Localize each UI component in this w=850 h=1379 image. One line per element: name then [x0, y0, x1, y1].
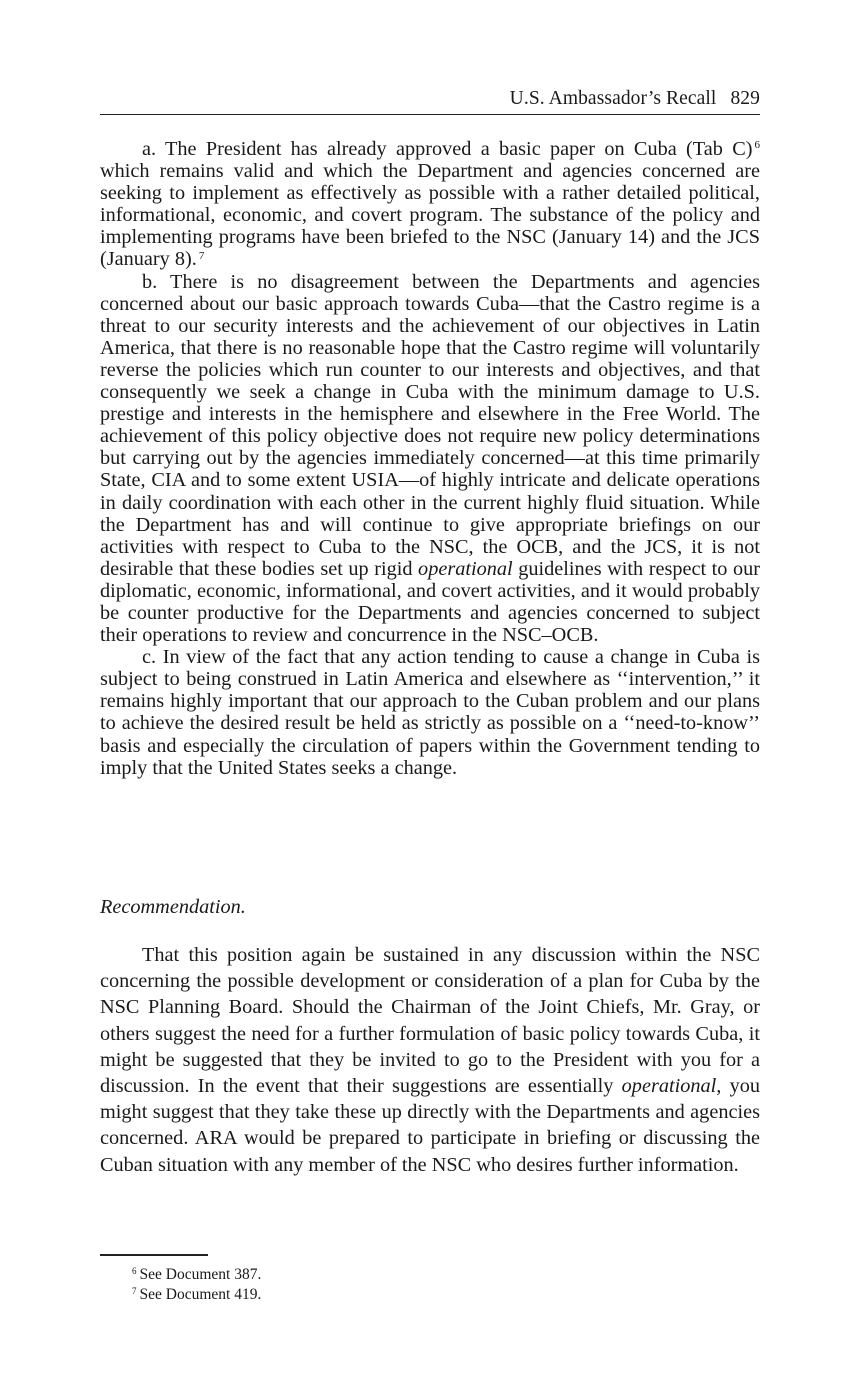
footnote-6: $^6$ See Document 387.: [132, 1266, 262, 1283]
emphasis-operational-2: operational,: [621, 1075, 722, 1098]
footnote-ref-6[interactable]: 6: [754, 139, 760, 152]
running-title: U.S. Ambassador’s Recall: [509, 88, 717, 109]
footnotes: [132, 1265, 261, 1304]
footnote-rule: [100, 1254, 208, 1256]
paragraph-b: b. There is no disagreement between the Departments and agencies concerned about our basic approach towards Cuba—that the Castro regime is a threat to our security interests and the achievement of our objectives in Latin America, that there is no reasonable hope that the Castro regime will voluntarily reverse the policies which run counter to our interests and objectives, and that consequently we seek a change in Cuba with the minimum damage to U.S. prestige and interests in the hemisphere and elsewhere in the Free World. The achievement of this policy objective does not require new policy determinations but carrying out by the agencies immediately concerned—at this time primarily State, CIA and to some extent USIA—of highly intricate and delicate operations in daily coordination with each other in the current highly fluid situation. While the Department has and will continue to give appropriate briefings on our activities with respect to Cuba to the NSC, the OCB, and the JCS, it is not desirable that these bodies set up rigid operational guidelines with respect to our diplomatic, economic, informational, and covert activities, and it would probably be counter productive for the Departments and agencies concerned to subject their operations to review and concurrence in the NSC–OCB.: [100, 270, 760, 647]
recommendation-heading: Recommendation.: [100, 896, 246, 918]
footnote-7: $^7$ See Document 419.: [132, 1285, 262, 1303]
paragraph-c: c. In view of the fact that any action tending to cause a change in Cuba is subject to being construed in Latin America and elsewhere as ‘‘intervention,’’ it remains highly important that our approach to the Cuban problem and our plans to achieve the desired result be held as strictly as possible on a ‘‘need-to-know’’ basis and especially the circulation of papers within the Government tending to imply that the United States seeks a change.: [100, 646, 760, 779]
recommendation-body: [100, 942, 760, 1178]
memo-body: [100, 138, 760, 779]
recommendation-paragraph: That this position again be sustained in any discussion within the NSC concerning the possible development or consideration of a plan for Cuba by the NSC Planning Board. Should the Chairman of the Joint Chiefs, Mr. Gray, or others suggest the need for a further formulation of basic policy towards Cuba, it might be suggested that they be invited to go to the President with you for a discussion. In the event that their suggestions are essentially operational, you might suggest that they take these up directly with the Departments and agencies concerned. ARA would be prepared to participate in briefing or discussing the Cuban situation with any member of the NSC who desires further information.: [100, 944, 761, 1176]
emphasis-operational: operational: [418, 557, 513, 580]
running-header: [100, 88, 760, 110]
page-number: 829: [730, 88, 760, 109]
paragraph-a: a. The President has already approved a basic paper on Cuba (Tab C) $^6$ which remains valid and which the Department and agencies concerned are seeking to implement as effectively as possible with a rather detailed political, informational, economic, and covert program. The substance of the policy and implementing programs have been briefed to the NSC (January 14) and the JCS (January 8). $^7$: [100, 138, 760, 271]
header-rule: [100, 114, 760, 115]
footnote-ref-7[interactable]: 7: [198, 249, 205, 262]
